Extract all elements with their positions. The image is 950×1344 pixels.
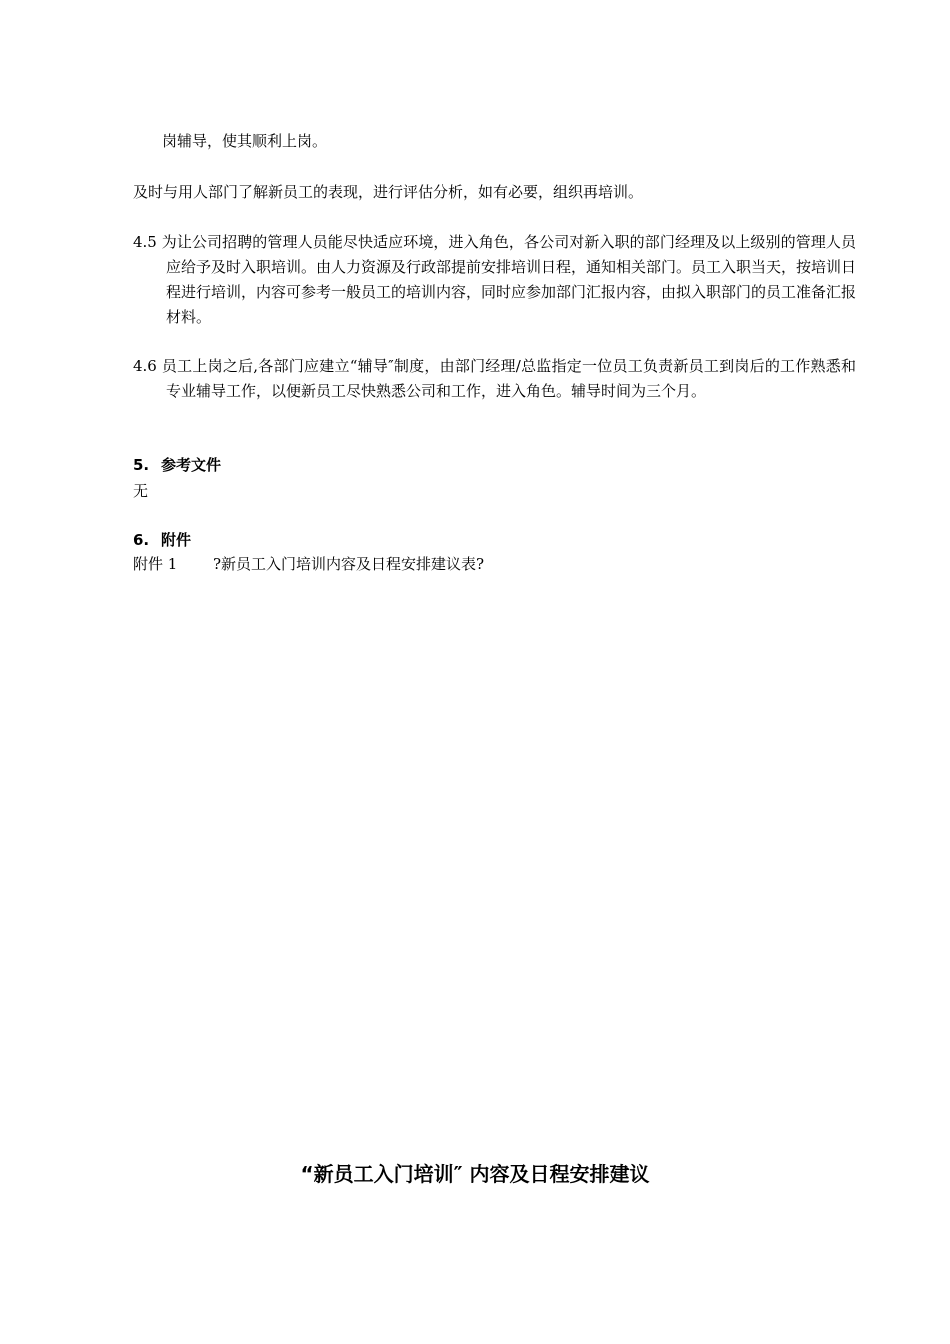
section-6-heading (133, 528, 191, 553)
section-4-6-paragraph (133, 354, 856, 404)
section-6-title: 附件 (161, 531, 192, 549)
section-4-5-paragraph (133, 230, 856, 330)
section-4-5-number: 4.5 (133, 233, 157, 251)
section-4-6-text: 员工上岗之后,各部门应建立“辅导″制度，由部门经理/总监指定一位员工负责新员工到岗后的工作熟悉和专业辅导工作，以便新员工尽快熟悉公司和工作，进入角色。辅导时间为三个月。 (161, 357, 856, 400)
section-6-number: 6. (133, 531, 150, 549)
attachment-label: 附件 1 (133, 555, 178, 573)
section-4-6-number: 4.6 (133, 357, 157, 375)
attachment-name: ?新员工入门培训内容及日程安排建议表? (213, 555, 485, 573)
section-5-number: 5. (133, 456, 150, 474)
section-4-5-text: 为让公司招聘的管理人员能尽快适应环境，进入角色，各公司对新入职的部门经理及以上级别的管理人员应给予及时入职培训。由人力资源及行政部提前安排培训日程，通知相关部门。员工入职当天，按培训日程进行培训，内容可参考一般员工的培训内容，同时应参加部门汇报内容，由拟入职部门的员工准备汇报材料。 (161, 233, 857, 326)
evaluation-paragraph: 及时与用人部门了解新员工的表现，进行评估分析，如有必要，组织再培训。 (133, 183, 644, 201)
section-5-title: 参考文件 (161, 456, 222, 474)
annex-title: “新员工入门培训″ 内容及日程安排建议 (300, 1162, 650, 1186)
section-5-heading (133, 453, 221, 478)
section-5-content: 无 (133, 482, 149, 500)
continuation-line: 岗辅导，使其顺利上岗。 (162, 132, 328, 150)
attachment-line (133, 552, 484, 577)
